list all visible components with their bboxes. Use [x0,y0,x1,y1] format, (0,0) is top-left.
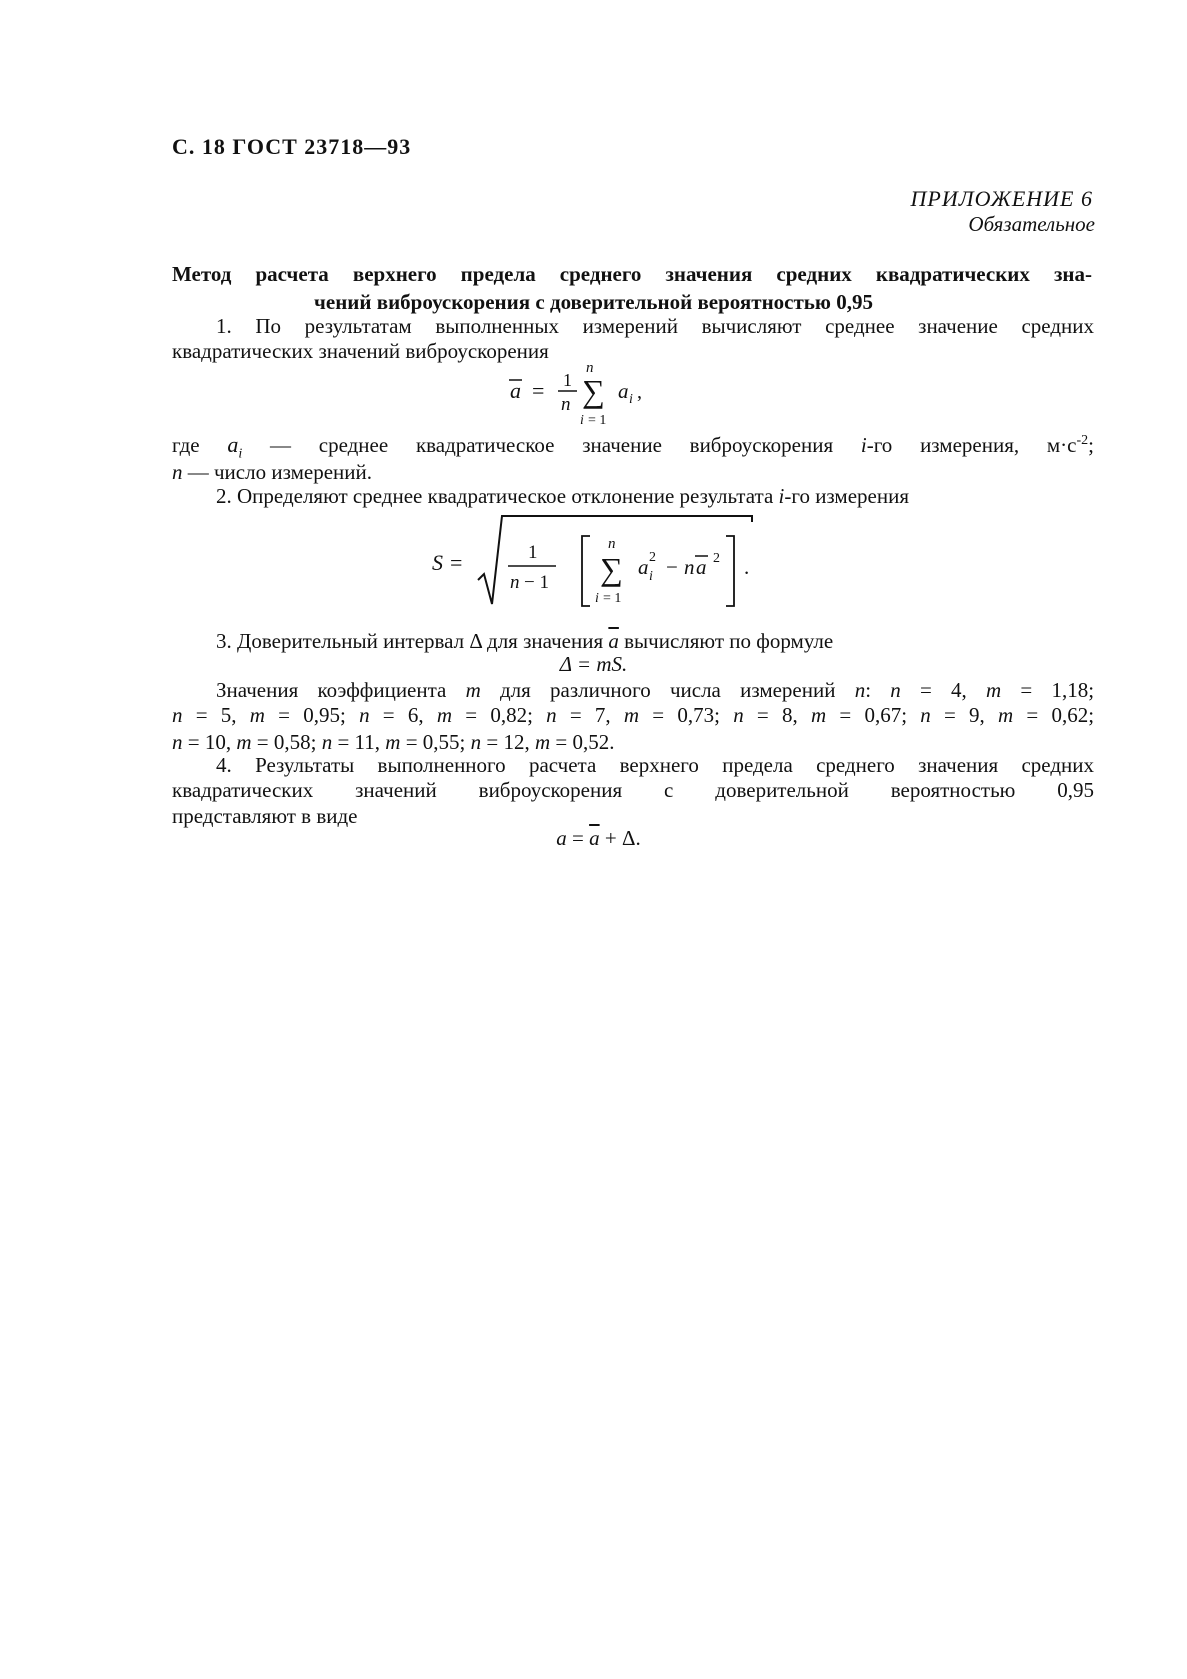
svg-text:=: = [532,378,545,403]
paragraph-1-line1: 1. По результатам выполненных измерений вычисляют среднее значение средних [216,314,1094,338]
svg-text:,: , [637,381,642,403]
svg-text:i: i [629,392,633,407]
svg-text:i: i [580,413,584,428]
svg-text:∑: ∑ [600,551,623,587]
result-formula: $a = \overline{a} + \Delta$. [556,826,641,850]
svg-text:n: n [561,394,571,415]
coefficients-line3: n = 10, m = 0,58; n = 11, m = 0,55; n = 12, m = 0,52. [172,730,615,754]
svg-text:a: a [510,378,521,403]
svg-text:a: a [696,555,707,579]
svg-text:−: − [666,555,678,579]
confidence-interval-formula: Δ = mS. [559,652,628,676]
svg-text:n: n [684,555,695,579]
appendix-status: Обязательное [968,212,1095,236]
where-line1: где $a_i$ — среднее квадратическое значение виброускорения i-го измерения, $м\cdot с^{-2}$; [172,432,1094,462]
svg-text:a: a [618,379,629,403]
page-header: С. 18 ГОСТ 23718—93 [172,134,412,159]
svg-text:= 1: = 1 [588,413,607,428]
svg-text:n: n [586,360,594,376]
svg-text:− 1: − 1 [524,572,549,593]
svg-text:∑: ∑ [582,373,605,409]
svg-text:2: 2 [649,550,656,565]
paragraph-3: 3. Доверительный интервал Δ для значения $\overline{a}$ вычисляют по формуле [216,629,834,653]
paragraph-2: 2. Определяют среднее квадратическое отклонение результата i-го измерения [216,484,909,508]
where-line2: n — число измерений. [172,460,372,484]
svg-text:=: = [450,550,463,575]
appendix-label: ПРИЛОЖЕНИЕ 6 [910,186,1093,211]
std-deviation-formula [430,508,770,612]
svg-text:n: n [608,536,616,552]
svg-text:1: 1 [528,542,538,563]
svg-text:i: i [649,569,653,584]
paragraph-4-line1: 4. Результаты выполненного расчета верхнего предела среднего значения средних [216,753,1094,777]
section-title-line2: чений виброускорения с доверительной вероятностью 0,95 [314,290,873,314]
svg-text:n: n [510,572,520,593]
svg-text:i: i [595,591,599,606]
mean-formula [500,358,680,430]
section-title-line1: Метод расчета верхнего предела среднего значения средних квадратических зна- [172,262,1092,286]
paragraph-1-line2: квадратических значений виброускорения [172,339,549,363]
svg-text:2: 2 [713,551,720,566]
svg-text:= 1: = 1 [603,591,622,606]
coefficients-line2: n = 5, m = 0,95; n = 6, m = 0,82; n = 7, m = 0,73; n = 8, m = 0,67; n = 9, m = 0,62; [172,703,1095,727]
paragraph-4-line3: представляют в виде [172,804,358,828]
svg-text:.: . [744,555,750,579]
coefficients-line1: Значения коэффициента m для различного числа измерений n: n = 4, m = 1,18; [216,678,1095,702]
svg-text:1: 1 [563,370,572,390]
svg-text:a: a [638,555,649,579]
svg-text:S: S [432,550,443,575]
paragraph-4-line2: квадратических значений виброускорения с доверительной вероятностью 0,95 [172,778,1094,802]
